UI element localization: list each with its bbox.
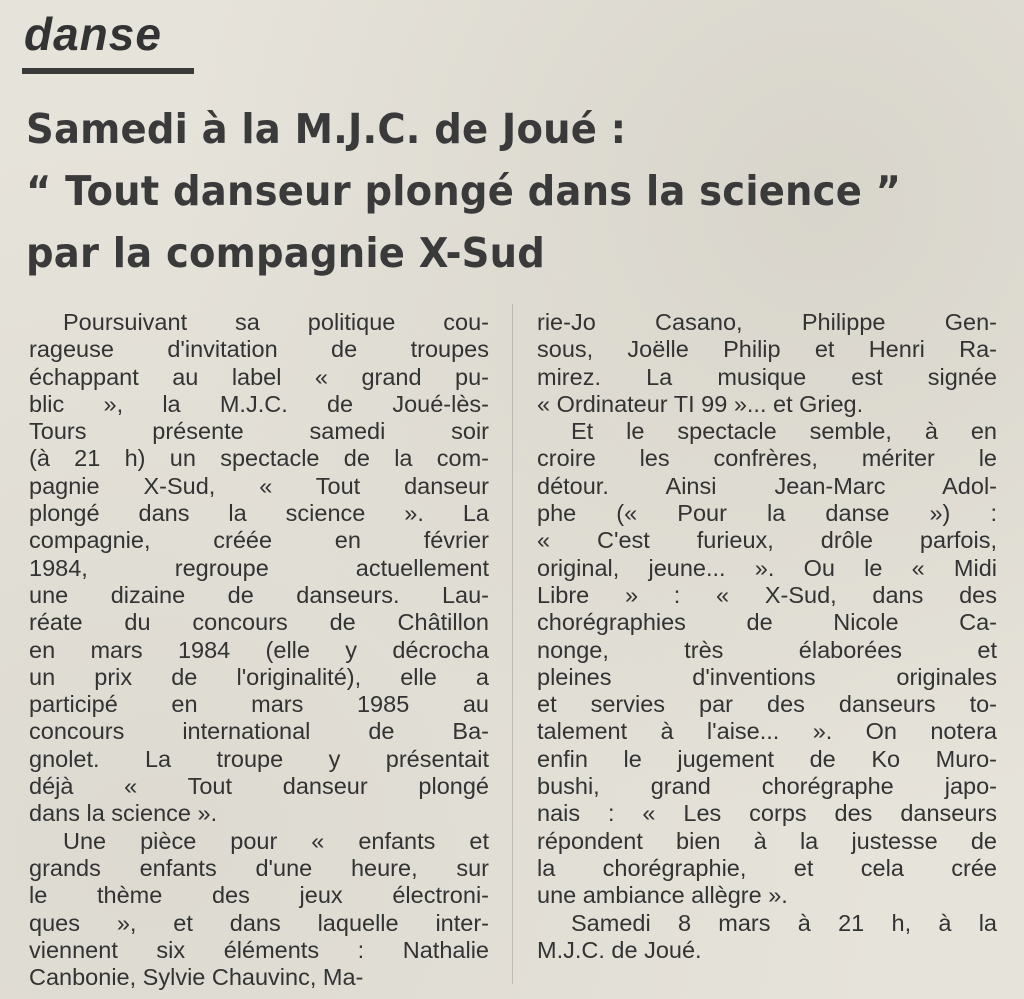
section-tag: danse [24, 8, 162, 60]
left-paragraph [29, 309, 489, 828]
article-line: un prix de l'originalité), elle a [29, 663, 489, 690]
article-line: bushi, grand chorégraphe japo- [537, 773, 997, 800]
article-line: 1984, regroupe actuellement [29, 554, 489, 581]
article-line: enfin le jugement de Ko Muro- [537, 745, 997, 772]
article-line: Et le spectacle semble, à en [571, 418, 997, 445]
article-line: mirez. La musique est signée [537, 363, 997, 390]
headline-line-1: Samedi à la M.J.C. de Joué : [26, 105, 627, 153]
right-paragraph [537, 418, 997, 909]
column-divider [512, 304, 513, 984]
article-line: Tours présente samedi soir [29, 418, 489, 445]
article-line: dans la science ». [29, 800, 218, 827]
article-line: gnolet. La troupe y présentait [29, 745, 489, 772]
article-line: phe (« Pour la danse ») : [537, 500, 997, 527]
article-line: pagnie X-Sud, « Tout danseur [29, 472, 489, 499]
article-line: « C'est furieux, drôle parfois, [537, 527, 997, 554]
article-line: viennent six éléments : Nathalie [29, 936, 489, 963]
article-line: le thème des jeux électroni- [29, 882, 489, 909]
article-column-left [29, 309, 489, 991]
article-line: croire les confrères, mériter le [537, 445, 997, 472]
article-line: chorégraphies de Nicole Ca- [537, 609, 997, 636]
article-line: blic », la M.J.C. de Joué-lès- [29, 390, 489, 417]
article-line: rie-Jo Casano, Philippe Gen- [537, 309, 997, 335]
article-line: nonge, très élaborées et [537, 636, 997, 663]
article-line: grands enfants d'une heure, sur [29, 854, 489, 881]
right-paragraph [537, 309, 997, 418]
article-column-right [537, 309, 997, 964]
headline-line-3: par la compagnie X-Sud [26, 229, 546, 277]
section-rule [22, 68, 194, 74]
article-line: rageuse d'invitation de troupes [29, 336, 489, 363]
article-line: compagnie, créée en février [29, 527, 489, 554]
article-line: original, jeune... ». Ou le « Midi [537, 554, 997, 581]
article-line: Poursuivant sa politique cou- [63, 309, 489, 335]
article-line: Libre » : « X-Sud, dans des [537, 581, 997, 608]
article-line: répondent bien à la justesse de [537, 827, 997, 854]
article-line: Une pièce pour « enfants et [63, 827, 489, 854]
article-line: (à 21 h) un spectacle de la com- [29, 445, 489, 472]
article-line: M.J.C. de Joué. [537, 936, 702, 963]
article-line: Canbonie, Sylvie Chauvinc, Ma- [29, 964, 364, 991]
article-line: une dizaine de danseurs. Lau- [29, 581, 489, 608]
article-line: une ambiance allègre ». [537, 882, 788, 909]
article-line: plongé dans la science ». La [29, 500, 489, 527]
article-line: sous, Joëlle Philip et Henri Ra- [537, 336, 997, 363]
article-line: nais : « Les corps des danseurs [537, 800, 997, 827]
article-line: échappant au label « grand pu- [29, 363, 489, 390]
article-line: participé en mars 1985 au [29, 691, 489, 718]
article-line: concours international de Ba- [29, 718, 489, 745]
headline-line-2: “ Tout danseur plongé dans la science ” [26, 167, 902, 215]
article-line: ques », et dans laquelle inter- [29, 909, 489, 936]
article-line: et servies par des danseurs to- [537, 691, 997, 718]
left-paragraph [29, 828, 489, 992]
article-line: déjà « Tout danseur plongé [29, 773, 489, 800]
article-line: la chorégraphie, et cela crée [537, 854, 997, 881]
article-line: détour. Ainsi Jean-Marc Adol- [537, 472, 997, 499]
article-line: Samedi 8 mars à 21 h, à la [571, 909, 997, 936]
article-line: « Ordinateur TI 99 »... et Grieg. [537, 390, 864, 417]
article-line: réate du concours de Châtillon [29, 609, 489, 636]
article-line: en mars 1984 (elle y décrocha [29, 636, 489, 663]
headline [26, 98, 947, 284]
article-line: talement à l'aise... ». On notera [537, 718, 997, 745]
article-line: pleines d'inventions originales [537, 663, 997, 690]
right-paragraph [537, 910, 997, 965]
